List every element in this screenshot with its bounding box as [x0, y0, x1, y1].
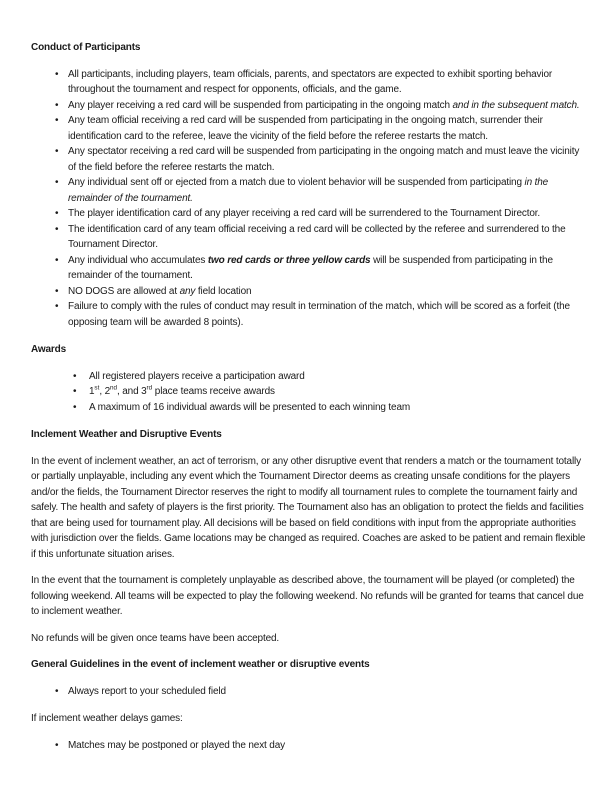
bullet-item [31, 738, 587, 754]
text-run: If inclement weather delays games: [31, 713, 183, 724]
section-heading [31, 427, 587, 443]
text-run: Inclement Weather and Disruptive Events [31, 429, 222, 440]
text-run: General Guidelines in the event of inclement weather or disruptive events [31, 659, 370, 670]
bullet-item [31, 206, 587, 222]
bullet-item [31, 284, 587, 300]
text-run: field location [195, 285, 252, 297]
text-run: Any individual sent off or ejected from a match due to violent behavior will be suspended from participating [68, 177, 525, 188]
bullet-item [31, 144, 587, 175]
section-heading [31, 40, 587, 56]
text-run: two red cards or three yellow cards [207, 254, 371, 266]
text-run: Conduct of Participants [31, 42, 141, 53]
bullet-marker: • [73, 370, 77, 382]
bullet-marker: • [55, 68, 59, 80]
bullet-item [31, 175, 587, 206]
text-run: place teams receive awards [152, 386, 275, 397]
bullet-marker: • [55, 301, 59, 312]
bullet-item [31, 384, 587, 400]
section-heading [31, 342, 587, 358]
text-run: st [94, 384, 100, 392]
bullet-marker: • [55, 685, 59, 697]
paragraph [31, 631, 587, 647]
text-run: All registered players receive a participation award [89, 370, 305, 382]
text-run: All participants, including players, team officials, parents, and spectators are expected to exhibit sporting behavior throughout the tournament and respect for opponents, officials, and the game. [68, 68, 553, 95]
text-run: any [179, 285, 196, 297]
text-run: NO DOGS are allowed at [68, 285, 180, 297]
text-run: In the event that the tournament is completely unplayable as described above, the tournament will be played (or completed) the following weekend. All teams will be expected to play the following weekend. No refunds will be granted for teams that cancel due to inclement weather. [31, 575, 584, 617]
paragraph [31, 454, 587, 563]
text-run: nd [110, 384, 118, 392]
bullet-item [31, 113, 587, 144]
text-run: , and 3 [117, 386, 147, 397]
bullet-list [31, 738, 587, 754]
text-run: A maximum of 16 individual awards will be presented to each winning team [89, 401, 411, 413]
text-run: In the event of inclement weather, an act of terrorism, or any other disruptive event that renders a match or the tournament totally or partially unplayable, including any event which the Tournament Director deems as creating unsafe conditions for the players and/or the fields, the Tournament Director reserves the right to modify all tournament rules to complete the tournament fairly and safely. The health and safety of players is the first priority. The Tournament also has an obligation to protect the fields and facilities that are being used for tournament play. All decisions will be based on field conditions with input from the appropriate authorities with jurisdiction over the fields. Game locations may be changed as required. Coaches are asked to be patient and remain flexible if this unfortunate situation arises. [31, 455, 586, 560]
text-run: will be suspended from participating in the remainder of the tournament. [68, 254, 553, 281]
bullet-marker: • [55, 223, 59, 235]
text-run: Matches may be postponed or played the next day [68, 739, 285, 751]
bullet-item [31, 222, 587, 253]
text-run: Any player receiving a red card will be suspended from participating in the ongoing match [68, 99, 453, 111]
text-run: The player identification card of any player receiving a red card will be surrendered to the Tournament Director. [68, 208, 541, 219]
text-run: Any team official receiving a red card will be suspended from participating in the ongoing match, surrender their identification card to the referee, leave the vicinity of the field before the referee restarts the match. [68, 115, 543, 142]
text-run: No refunds will be given once teams have been accepted. [31, 632, 280, 644]
bullet-marker: • [55, 739, 59, 751]
text-run: and in the subsequent match. [452, 99, 580, 111]
bullet-marker: • [55, 99, 59, 111]
bullet-list [31, 369, 587, 416]
bullet-item [31, 299, 587, 330]
section-heading [31, 657, 587, 673]
text-run: Any spectator receiving a red card will be suspended from participating in the ongoing match and must leave the vicinity of the field before the referee restarts the match. [68, 146, 580, 173]
text-run: rd [146, 384, 153, 392]
text-run: Awards [31, 344, 67, 355]
bullet-item [31, 684, 587, 700]
text-run: 1 [89, 386, 95, 397]
bullet-list [31, 67, 587, 331]
bullet-marker: • [73, 401, 77, 413]
text-run: The identification card of any team official receiving a red card will be collected by the referee and surrendered to the Tournament Director. [68, 223, 566, 250]
text-run: Any individual who accumulates [68, 254, 208, 266]
bullet-item [31, 253, 587, 284]
bullet-marker: • [55, 146, 59, 157]
bullet-list [31, 684, 587, 700]
paragraph [31, 711, 587, 727]
bullet-item [31, 369, 587, 385]
bullet-item [31, 98, 587, 114]
bullet-marker: • [55, 254, 59, 266]
bullet-marker: • [55, 208, 59, 219]
bullet-item [31, 67, 587, 98]
text-run: Always report to your scheduled field [68, 685, 226, 697]
paragraph [31, 573, 587, 620]
text-run: Failure to comply with the rules of conduct may result in termination of the match, which will be scored as a forfeit (the opposing team will be awarded 8 points). [68, 301, 570, 328]
text-run: , 2 [99, 386, 110, 397]
bullet-marker: • [73, 386, 77, 397]
bullet-item [31, 400, 587, 416]
bullet-marker: • [55, 115, 59, 126]
document-content [31, 40, 587, 753]
bullet-marker: • [55, 177, 59, 188]
text-run: in the remainder of the tournament. [68, 177, 549, 204]
bullet-marker: • [55, 285, 59, 297]
